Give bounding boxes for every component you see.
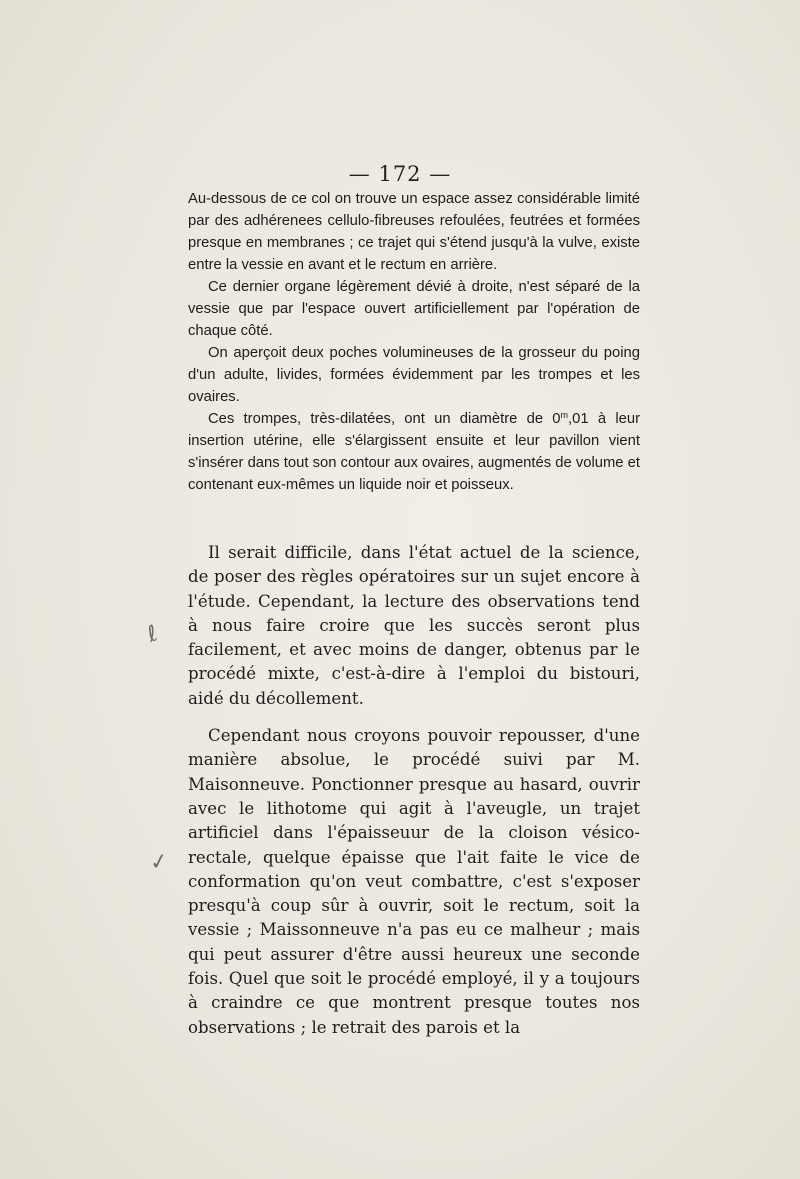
paragraph: Ce dernier organe légèrement dévié à droite, n'est séparé de la vessie que par l'espace ouvert artificiellement par l'opération de chaque côté. — [188, 279, 640, 339]
paragraph: On aperçoit deux poches volumineuses de la grosseur du poing d'un adulte, livides, formées évidemment par les trompes et les ovaires. — [188, 345, 640, 405]
paragraph: Cependant nous croyons pouvoir repousser, d'une manière absolue, le procédé suivi par M. Maisonneuve. Ponctionner presque au hasard, ouvrir avec le lithotome qui agit à l'aveugle, un trajet artificiel dans l'épaisseuur de la cloison vésico-rectale, quelque épaisse que l'ait faite le vice de conformation qu'on veut combattre, c'est s'exposer presqu'à coup sûr à ouvrir, soit le rectum, soit la vessie ; Maissonneuve n'a pas eu ce malheur ; mais qui peut assurer d'être aussi heureux une seconde fois. Quel que soit le procédé employé, il y a toujours à craindre ce que montrent presque toutes nos observations ; le retrait des parois et la — [188, 726, 640, 1037]
text: ,01 à leur insertion utérine, elle s'élargissent ensuite et leur pavillon vient s'insérer dans tout son contour aux ovaires, augmentés de volume et contenant eux-mêmes un liquide noir et poisseux. — [188, 411, 640, 493]
pencil-check-icon: ✓ — [147, 848, 171, 877]
paragraph-trompes — [188, 408, 640, 496]
pencil-mark-icon: ℓ — [143, 621, 162, 648]
text: Ces trompes, très-dilatées, ont un diamètre de 0 — [208, 411, 561, 427]
paragraph: Au-dessous de ce col on trouve un espace assez considérable limité par des adhérenees cellulo-fibreuses refoulées, feutrées et formées presque en membranes ; ce trajet qui s'étend jusqu'à la vulve, existe entre la vessie en avant et le rectum en arrière. — [188, 191, 640, 273]
page-number: — 172 — — [348, 162, 452, 186]
superscript-unit: m — [560, 410, 569, 420]
discussion-text — [188, 541, 640, 1040]
anatomical-description — [188, 188, 640, 496]
paragraph: Il serait difficile, dans l'état actuel de la science, de poser des règles opératoires sur un sujet encore à l'étude. Cependant, la lecture des observations tend à nous faire croire que les succès seront plus facilement, et avec moins de danger, obtenus par le procédé mixte, c'est-à-dire à l'emploi du bistouri, aidé du décollement. — [188, 543, 640, 708]
